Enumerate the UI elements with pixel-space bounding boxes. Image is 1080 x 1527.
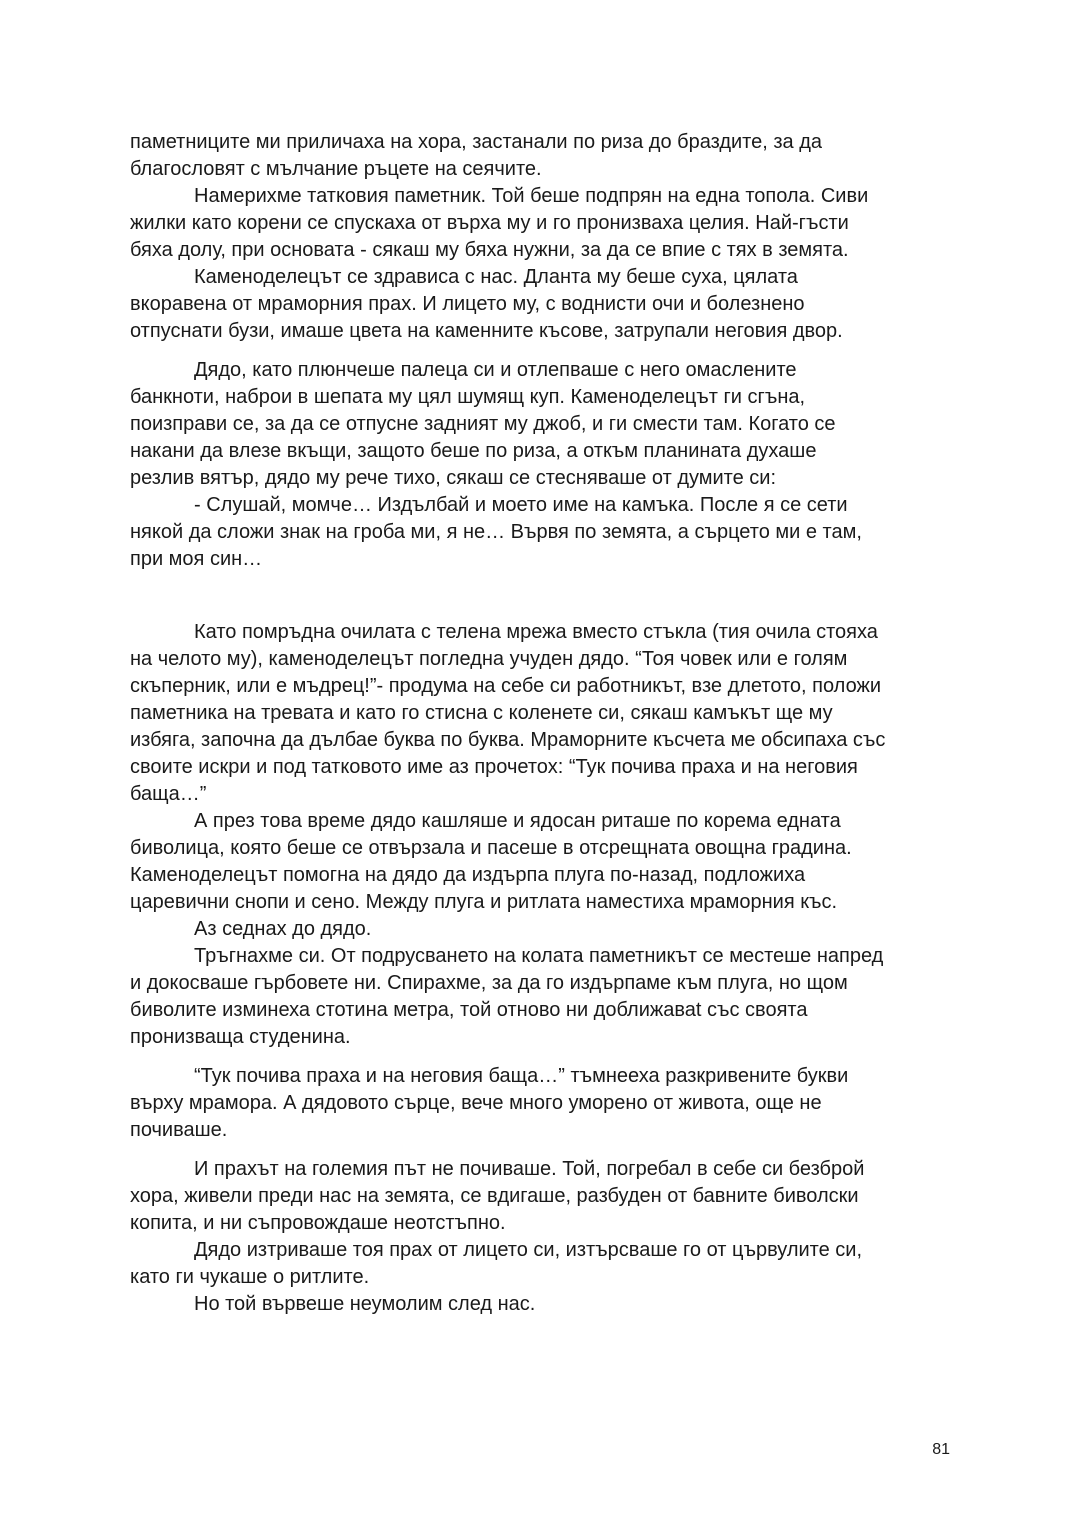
paragraph-gap <box>130 1051 960 1063</box>
text-line: Дядо изтриваше тоя прах от лицето си, изтърсваше го от цървулите си, <box>194 1239 862 1261</box>
text-line: Дядо, като плюнчеше палеца си и отлепваше с него омаслените <box>194 359 797 381</box>
paragraph-gap <box>130 345 960 357</box>
text-line: И прахът на големия път не почиваше. Той, погребал в себе си безброй <box>194 1158 865 1180</box>
text-line: Но той вървеше неумолим след нас. <box>194 1293 536 1315</box>
text-line: скъперник, или е мъдрец!”- продума на себе си работникът, взе длетото, положи <box>130 675 882 697</box>
text-line: - Слушай, момче… Издълбай и моето име на камъка. После я се сети <box>194 494 848 516</box>
text-line: жилки като корени се спускаха от върха му и го пронизваха целия. Най-гъсти <box>130 212 849 234</box>
text-line: резлив вятър, дядо му рече тихо, сякаш се стесняваше от думите си: <box>130 467 777 489</box>
body-text <box>130 129 960 1318</box>
text-line: А през това време дядо кашляше и ядосан риташе по корема едната <box>194 810 841 832</box>
text-line: биволите изминеха стотина метра, той отново ни доближаваt със своята <box>130 999 808 1021</box>
text-line: отпуснати бузи, имаше цвета на каменните късове, затрупали неговия двор. <box>130 320 843 342</box>
text-line: баща…” <box>130 783 207 805</box>
text-line: вкоравена от мраморния прах. И лицето му, с воднисти очи и болезнено <box>130 293 805 315</box>
text-line: биволица, която беше се отвързала и пасеше в отсрещната овощна градина. <box>130 837 852 859</box>
text-line: при моя син… <box>130 548 263 570</box>
page-number: 81 <box>932 1441 950 1458</box>
text-line: паметника на тревата и като го стисна с коленете си, сякаш камъкът ще му <box>130 702 833 724</box>
text-line: паметниците ми приличаха на хора, застанали по риза до браздите, за да <box>130 131 822 153</box>
paragraph-gap <box>130 1144 960 1156</box>
text-line: пронизваща студенина. <box>130 1026 351 1048</box>
text-line: накани да влезе вкъщи, защото беше по риза, а откъм планината духаше <box>130 440 817 462</box>
text-line: Намерихме татковия паметник. Той беше подпрян на една топола. Сиви <box>194 185 869 207</box>
text-line: някой да сложи знак на гроба ми, я не… Вървя по земята, а сърцето ми е там, <box>130 521 862 543</box>
text-line: Като помръдна очилата с телена мрежа вместо стъкла (тия очила стояха <box>194 621 878 643</box>
text-line: Аз седнах до дядо. <box>194 918 372 940</box>
text-line: избяга, започна да дълбае буква по буква. Мраморните късчета ме обсипаха със <box>130 729 886 751</box>
section-gap <box>130 573 960 619</box>
text-line: хора, живели преди нас на земята, се вдигаше, разбуден от бавните биволски <box>130 1185 859 1207</box>
text-line: Тръгнахме си. От подрусването на колата паметникът се местеше напред <box>194 945 884 967</box>
text-line: копита, и ни съпровождаше неотстъпно. <box>130 1212 506 1234</box>
text-line: банкноти, наброи в шепата му цял шумящ куп. Каменоделецът ги сгъна, <box>130 386 806 408</box>
text-line: благословят с мълчание ръцете на сеячите. <box>130 158 542 180</box>
text-line: почиваше. <box>130 1119 228 1141</box>
text-line: поизправи се, за да се отпусне задният му джоб, и ги смести там. Когато се <box>130 413 836 435</box>
text-line: царевични снопи и сено. Между плуга и ритлата наместиха мраморния къс. <box>130 891 838 913</box>
text-line: на челото му), каменоделецът погледна учуден дядо. “Тоя човек или е голям <box>130 648 848 670</box>
text-line: Каменоделецът помогна на дядо да издърпа плуга по-назад, подложиха <box>130 864 806 886</box>
text-line: върху мрамора. А дядовото сърце, вече много уморено от живота, още не <box>130 1092 822 1114</box>
text-line: и докосваше гърбовете ни. Спирахме, за да го издърпаме към плуга, но щом <box>130 972 848 994</box>
text-line: Каменоделецът се здрависа с нас. Дланта му беше суха, цялата <box>194 266 798 288</box>
text-line: като ги чукаше о ритлите. <box>130 1266 370 1288</box>
text-line: “Тук почива праха и на неговия баща…” тъмнееха разкривените букви <box>194 1065 849 1087</box>
text-line: своите искри и под татковото име аз прочетох: “Тук почива праха и на неговия <box>130 756 858 778</box>
text-line: бяха долу, при основата - сякаш му бяха нужни, за да се впие с тях в земята. <box>130 239 849 261</box>
